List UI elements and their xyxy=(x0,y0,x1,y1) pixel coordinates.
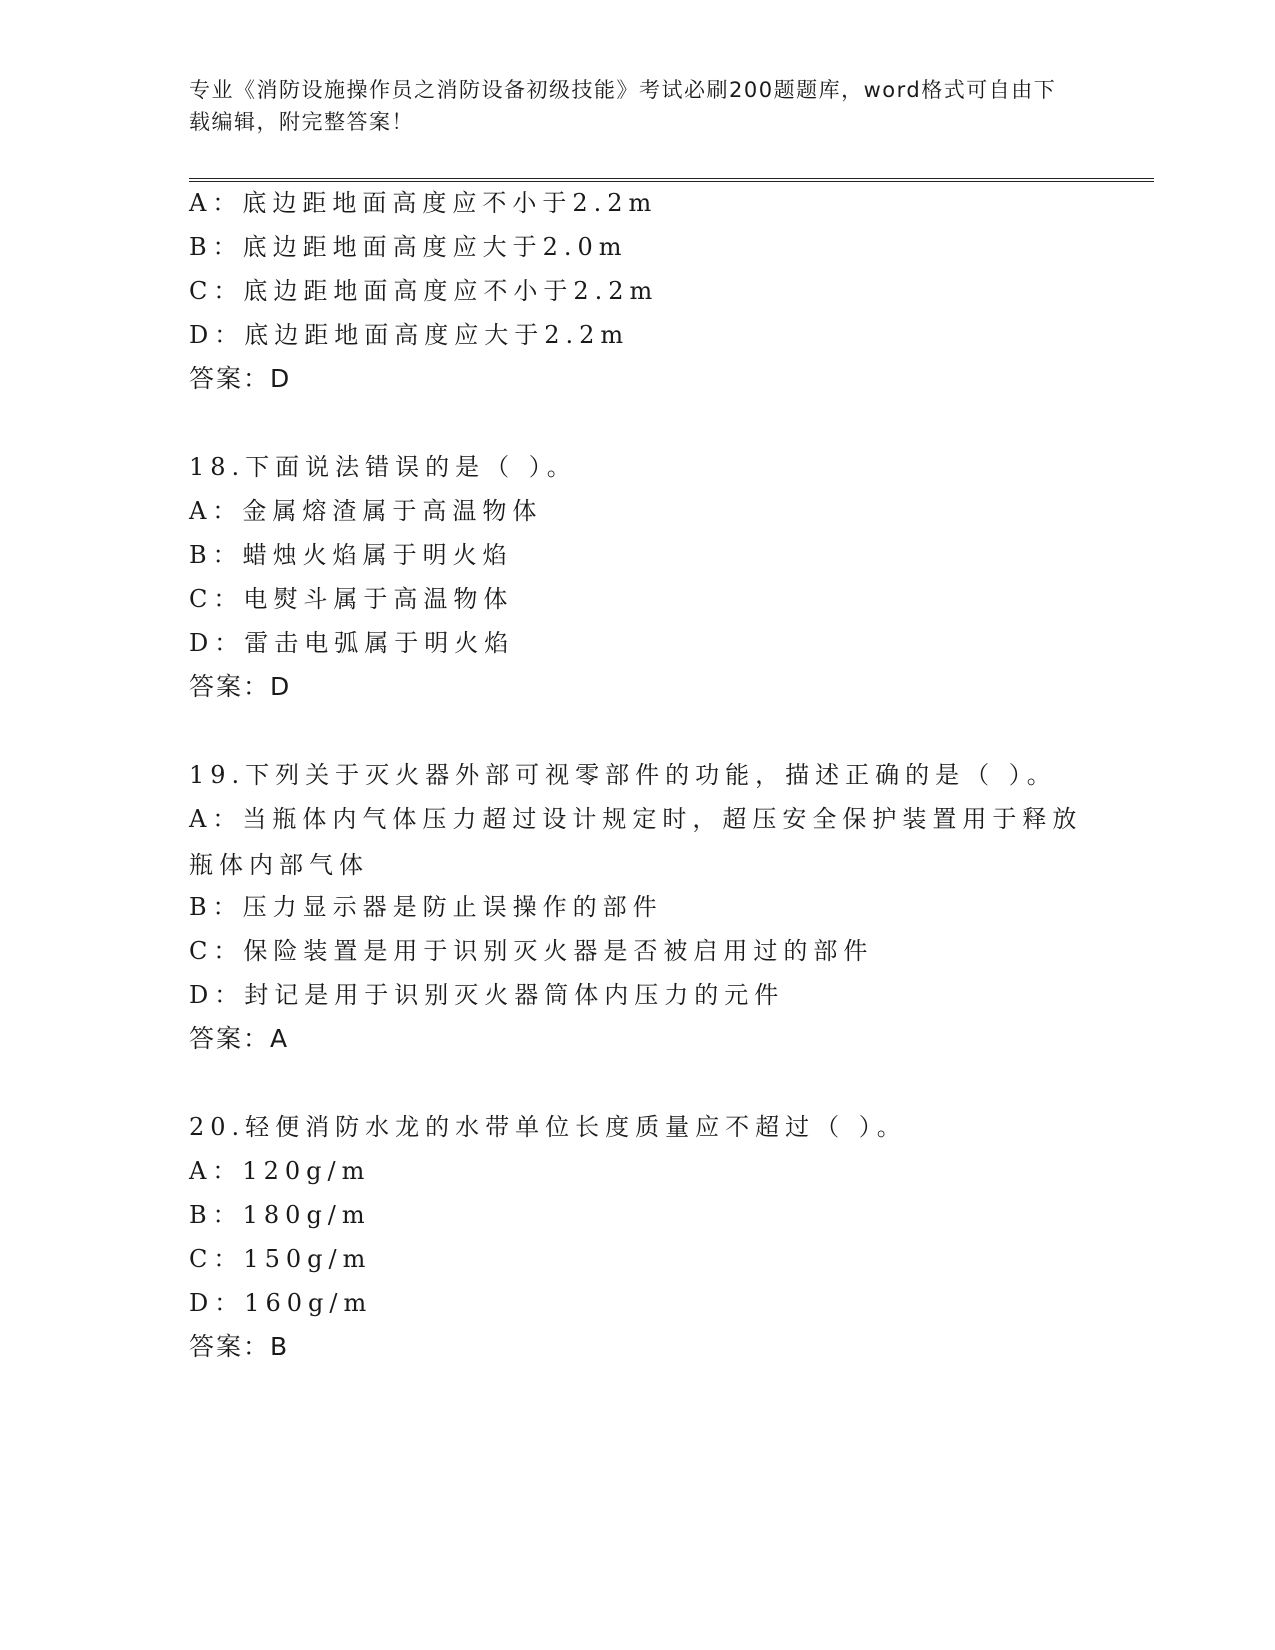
q20-option-a: A：120g/m xyxy=(189,1157,371,1185)
q18-option-d: D：雷击电弧属于明火焰 xyxy=(189,629,515,657)
q19-answer: 答案：A xyxy=(189,1024,290,1053)
q20-option-c: C：150g/m xyxy=(189,1245,372,1273)
q17-answer: 答案：D xyxy=(189,364,292,393)
q20-answer: 答案：B xyxy=(189,1332,290,1361)
document-header: 专业《消防设施操作员之消防设备初级技能》考试必刷200题题库，word格式可自由下载编辑，附完整答案！ xyxy=(189,78,1057,134)
q19-option-c: C：保险装置是用于识别灭火器是否被启用过的部件 xyxy=(189,937,874,965)
q20-stem: 20.轻便消防水龙的水带单位长度质量应不超过（ ）。 xyxy=(189,1113,907,1141)
q20-option-b: B：180g/m xyxy=(189,1201,371,1229)
q18-option-c: C：电熨斗属于高温物体 xyxy=(189,585,514,613)
q19-option-d: D：封记是用于识别灭火器筒体内压力的元件 xyxy=(189,981,785,1009)
q20-option-d: D：160g/m xyxy=(189,1289,373,1317)
q19-stem: 19.下列关于灭火器外部可视零部件的功能，描述正确的是（ ）。 xyxy=(189,761,1057,789)
q18-answer: 答案：D xyxy=(189,672,292,701)
header-divider xyxy=(189,178,1154,182)
q19-option-b: B：压力显示器是防止误操作的部件 xyxy=(189,893,663,921)
q19-option-a: A：当瓶体内气体压力超过设计规定时，超压安全保护装置用于释放瓶体内部气体 xyxy=(189,805,1083,879)
q17-option-b: B：底边距地面高度应大于2.0m xyxy=(189,233,628,261)
q17-option-c: C：底边距地面高度应不小于2.2m xyxy=(189,277,659,305)
q17-option-a: A：底边距地面高度应不小于2.2m xyxy=(189,189,658,217)
q18-option-b: B：蜡烛火焰属于明火焰 xyxy=(189,541,513,569)
q18-stem: 18.下面说法错误的是（ ）。 xyxy=(189,453,577,481)
q18-option-a: A：金属熔渣属于高温物体 xyxy=(189,497,543,525)
q17-option-d: D：底边距地面高度应大于2.2m xyxy=(189,321,630,349)
